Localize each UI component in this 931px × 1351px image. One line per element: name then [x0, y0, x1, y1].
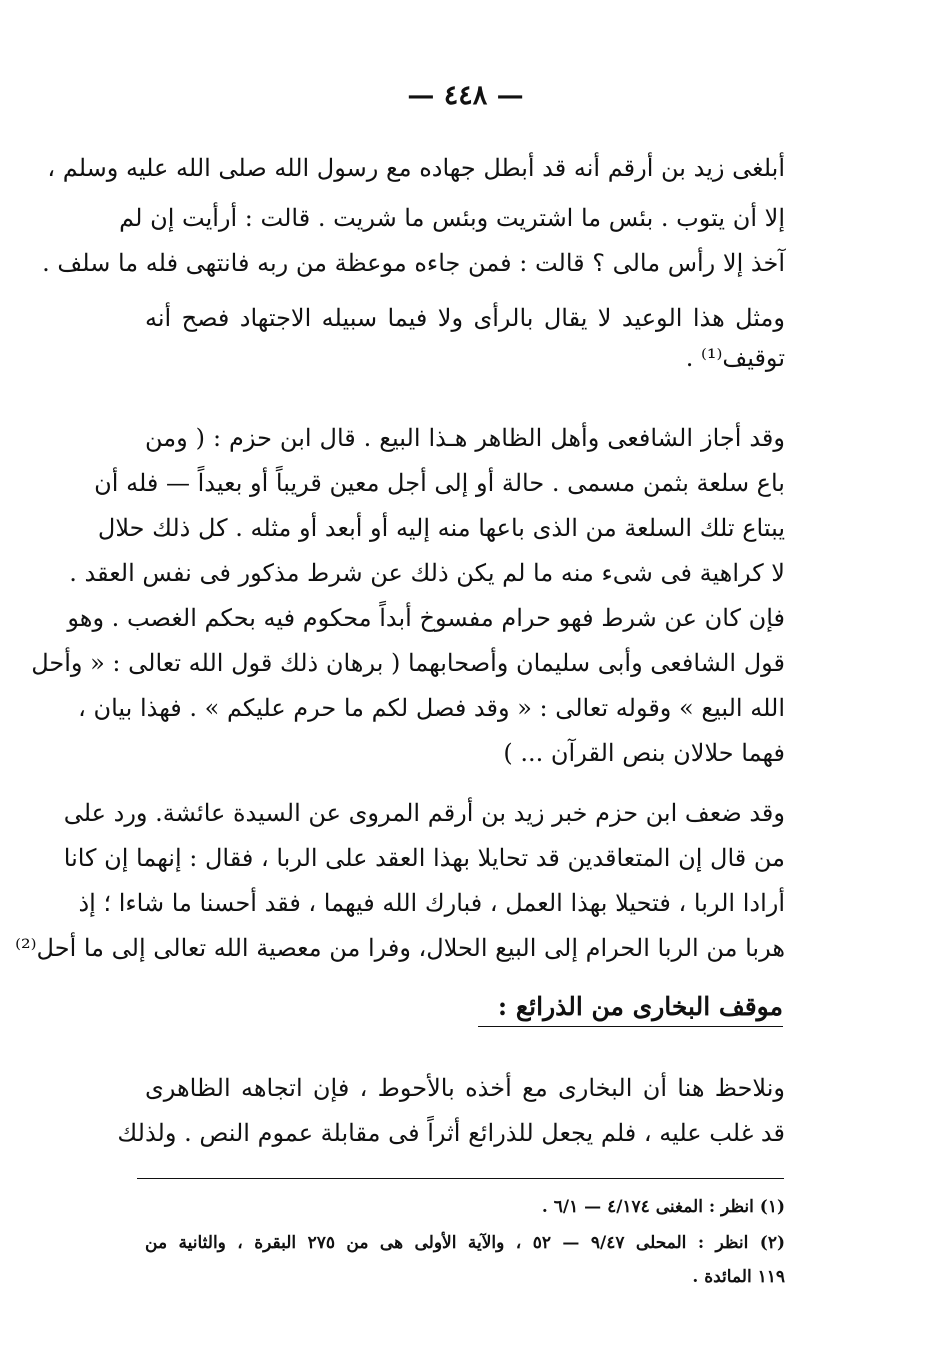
footnote-separator	[137, 1178, 784, 1179]
footnote: ١١٩ المائدة .	[692, 1267, 785, 1287]
text-line: من قال إن المتعاقدين قد تحايلا بهذا العقد على الربا ، فقال : إنهما إن كانا	[63, 844, 785, 872]
footnote: (١) انظر : المغنى ٤/١٧٤ — ٦/١ .	[541, 1197, 785, 1217]
text-line: وقد ضعف ابن حزم خبر زيد بن أرقم المروى عن السيدة عائشة. ورد على	[63, 799, 785, 827]
text-line: هربا من الربا الحرام إلى البيع الحلال، وفرا من معصية الله تعالى إلى ما أحل⁽²⁾	[15, 934, 785, 962]
text-line: فإن كان عن شرط فهو حرام مفسوخ أبداً محكوم فيه بحكم الغصب . وهو	[67, 604, 785, 632]
text-line: قول الشافعى وأبى سليمان وأصحابهما ( برهان ذلك قول الله تعالى : « وأحل	[31, 649, 785, 677]
text-line: أرادا الربا ، فتحيلا بهذا العمل ، فبارك الله فيهما ، فقد أحسنا ما شاءا ؛ إذ	[78, 889, 785, 917]
text-line: فهما حلالان بنص القرآن ... )	[503, 739, 785, 767]
text-line: إلا أن يتوب . بئس ما اشتريت وبئس ما شريت . قالت : أرأيت إن لم	[119, 204, 785, 232]
text-line: ونلاحظ هنا أن البخارى مع أخذه بالأحوط ، فإن اتجاهه الظاهرى	[145, 1074, 786, 1102]
text-line: لا كراهية فى شىء منه ما لم يكن ذلك عن شرط مذكور فى نفس العقد .	[69, 559, 785, 587]
text-line: الله البيع » وقوله تعالى : « وقد فصل لكم ما حرم عليكم » . فهذا بيان ،	[78, 694, 785, 722]
text-line: باع سلعة بثمن مسمى . حالة أو إلى أجل معين قريباً أو بعيداً — فله أن	[94, 469, 785, 497]
page-number: — ٤٤٨ —	[407, 80, 524, 111]
section-heading: موقف البخارى من الذرائع :	[478, 992, 783, 1027]
footnote: (٢) انظر : المحلى ٩/٤٧ — ٥٢ ، والآية الأولى هى من ٢٧٥ البقرة ، والثانية من	[145, 1233, 785, 1253]
text-line: آخذ إلا رأس مالى ؟ قالت : فمن جاءه موعظة من ربه فانتهى فله ما سلف .	[42, 249, 785, 277]
text-line: ومثل هذا الوعيد لا يقال بالرأى ولا فيما سبيله الاجتهاد فصح أنه	[145, 304, 785, 332]
text-line: أبلغى زيد بن أرقم أنه قد أبطل جهاده مع رسول الله صلى الله عليه وسلم ،	[47, 154, 785, 182]
text-line: قد غلب عليه ، فلم يجعل للذرائع أثراً فى مقابلة عموم النص . ولذلك	[117, 1119, 785, 1147]
text-line: وقد أجاز الشافعى وأهل الظاهر هـذا البيع . قال ابن حزم : ( ومن	[145, 424, 785, 452]
text-line: يبتاع تلك السلعة من الذى باعها منه إليه أو أبعد أو مثله . كل ذلك حلال	[97, 514, 785, 542]
text-line: توقيف⁽¹⁾ .	[685, 344, 785, 372]
